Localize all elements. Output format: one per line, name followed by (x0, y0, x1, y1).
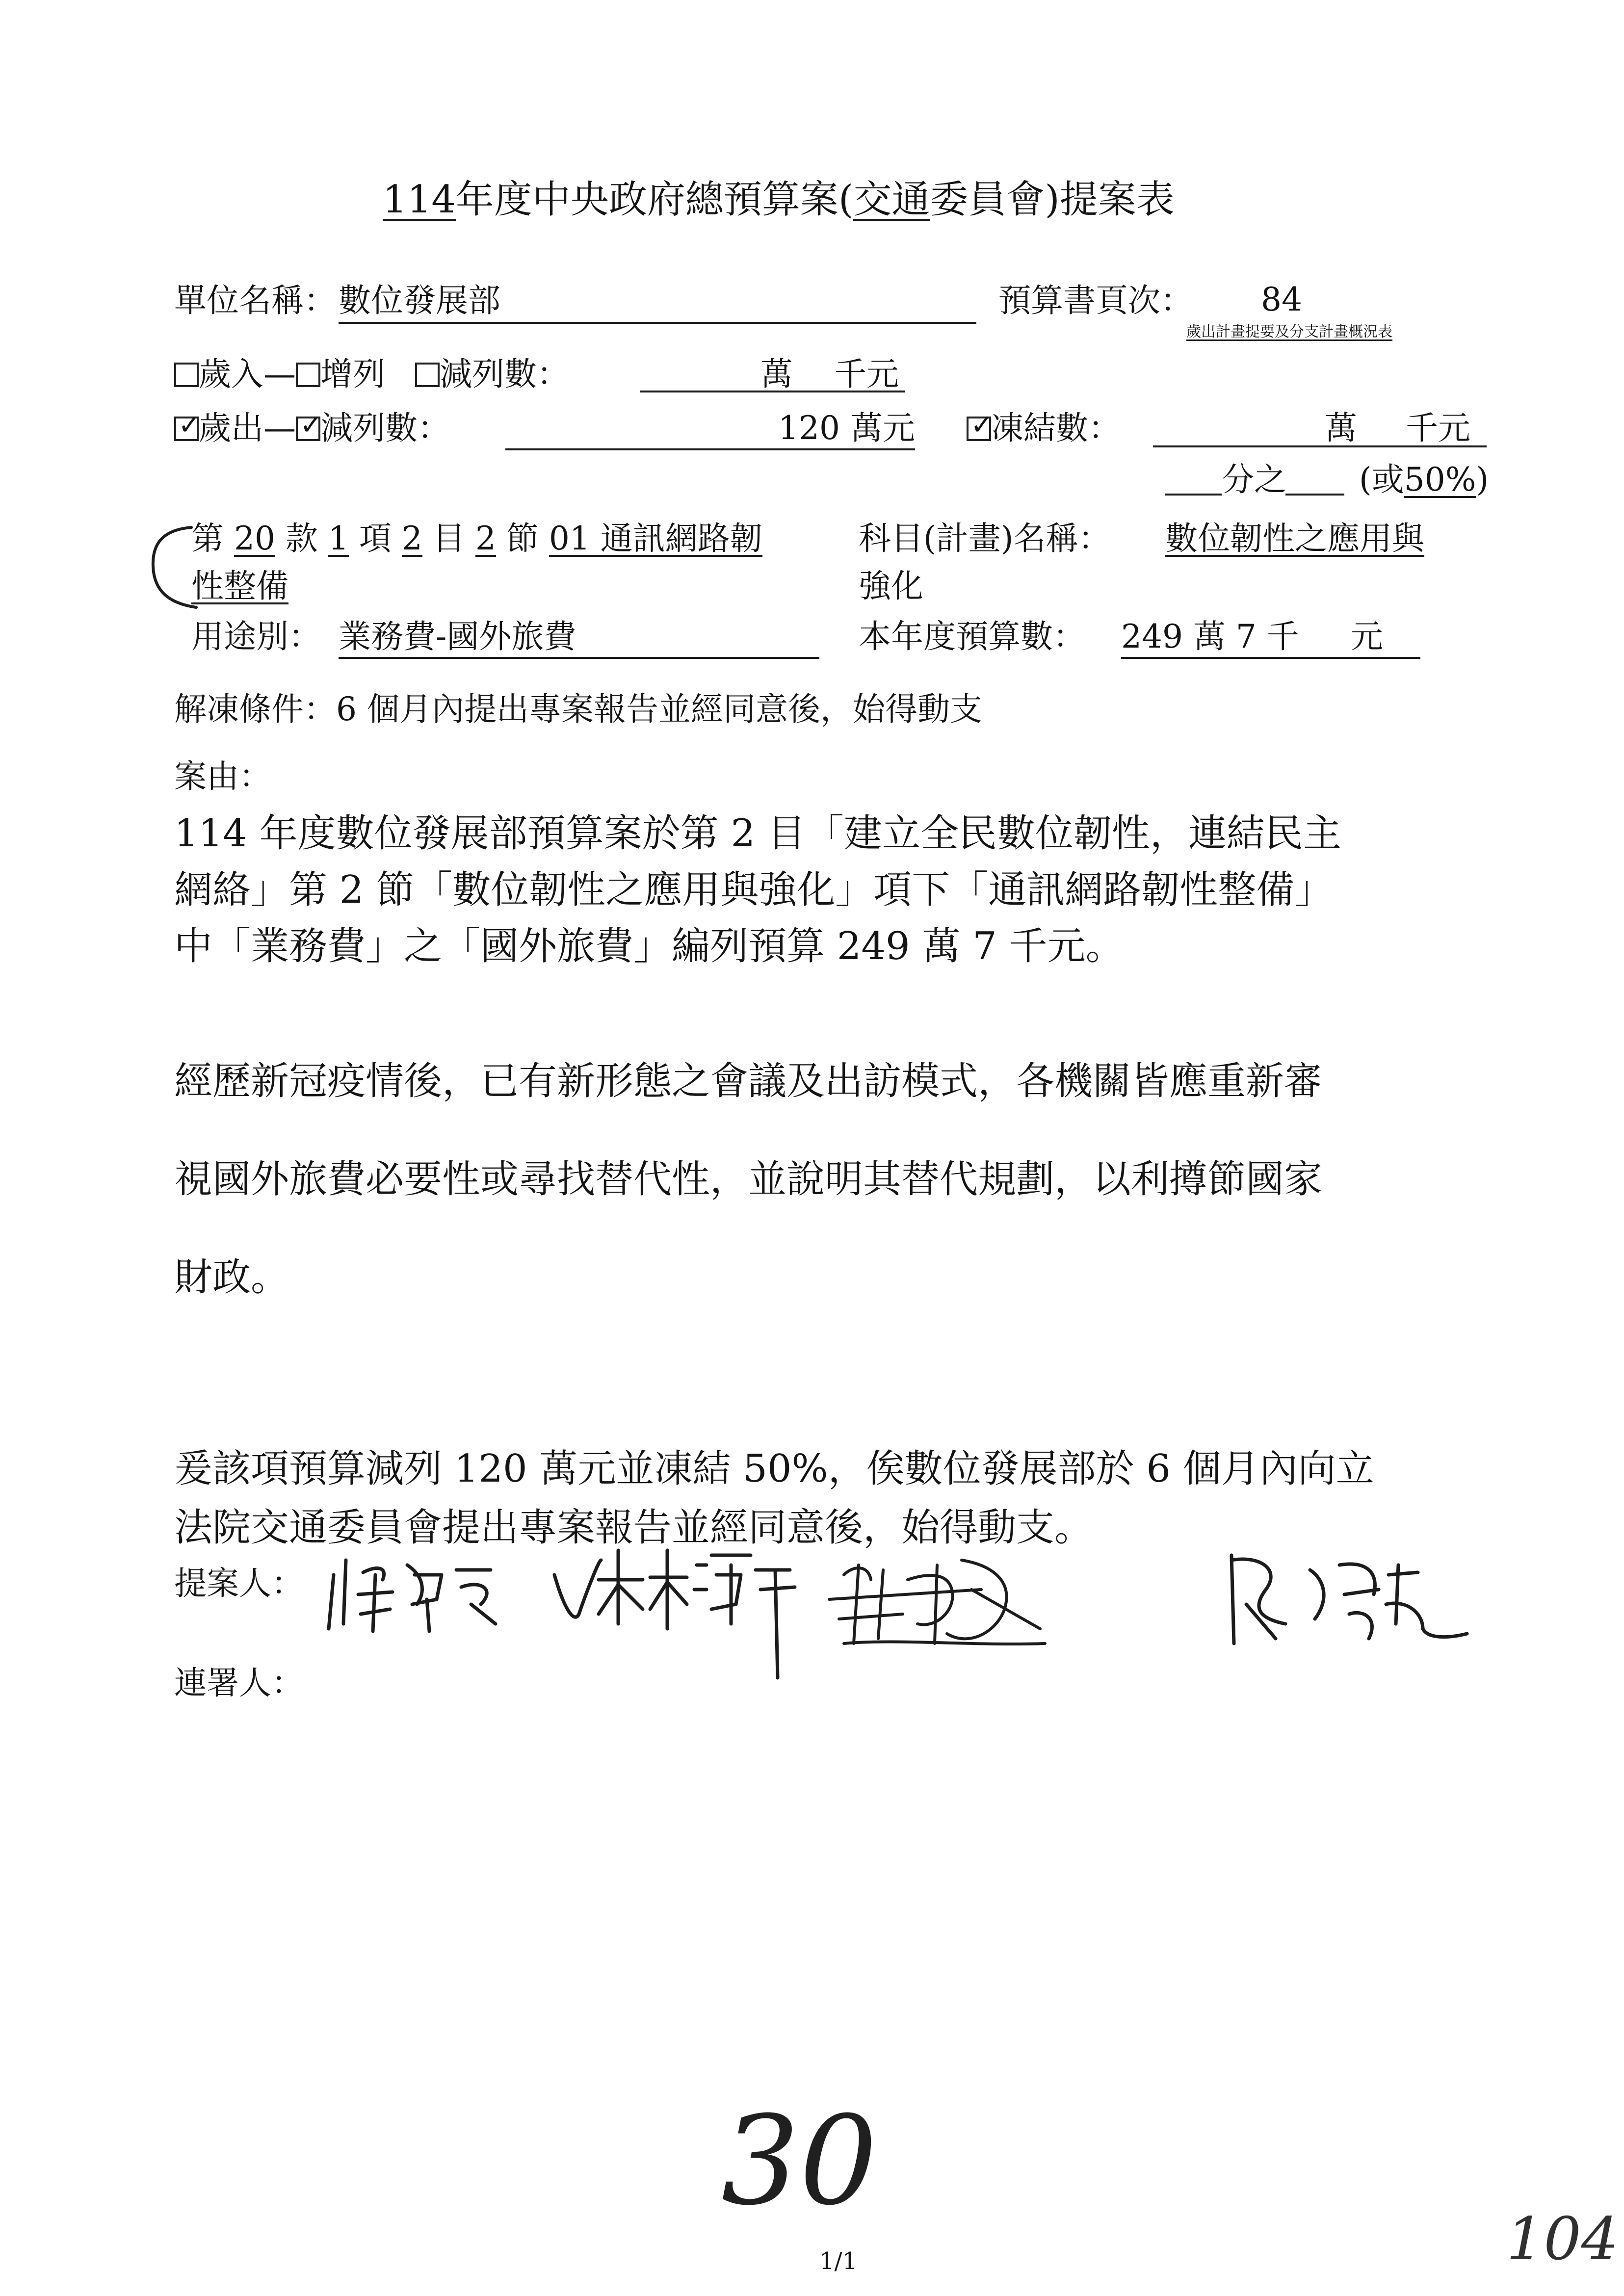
budget-unit: 元 (1350, 618, 1383, 655)
reduce-label: 減列數： (439, 355, 569, 393)
item-k4: 目 (432, 520, 465, 557)
title-part2: 委員會)提案表 (930, 178, 1175, 222)
usage-label: 用途別： (191, 618, 321, 655)
title-year: 114 (383, 178, 456, 222)
item-k2: 款 (285, 520, 318, 557)
reason-p2-line1: 經歷新冠疫情後，已有新形態之會議及出訪模式，各機關皆應重新審 (174, 1059, 1323, 1103)
page-ref-value: 84 (1261, 281, 1302, 318)
decision-line1: 爰該項預算減列 120 萬元並凍結 50%，俟數位發展部於 6 個月內向立 (174, 1447, 1374, 1491)
budget-label: 本年度預算數： (859, 618, 1085, 655)
fraction-percent (1359, 461, 1489, 498)
subject-label: 科目(計畫)名稱： (859, 520, 1111, 557)
item-program-cont: 性整備 (191, 567, 288, 605)
check-icon: ✓ (970, 409, 994, 441)
budget-amount: 249 萬 7 千 (1121, 618, 1299, 655)
handwritten-number: 30 (721, 2089, 878, 2232)
unfreeze-condition: 解凍條件：6 個月內提出專案報告並經同意後，始得動支 (174, 690, 982, 728)
reason-p1-line3: 中「業務費」之「國外旅費」編列預算 249 萬 7 千元。 (174, 924, 1124, 968)
freeze-qian: 千元 (1406, 409, 1470, 447)
proposer-label: 提案人： (174, 1565, 304, 1602)
title-part1: 年度中央政府總預算案( (455, 178, 854, 222)
freeze-wan: 萬 (1325, 409, 1357, 447)
item-section2: 2 (475, 520, 496, 557)
corner-number: 104 (1506, 2205, 1619, 2273)
fraction-numerator-line (1165, 491, 1222, 496)
fraction-label: 分之 (1222, 461, 1286, 498)
item-k1: 第 (191, 520, 224, 557)
item-k5: 節 (506, 520, 539, 557)
or-text: (或 (1359, 461, 1404, 498)
decision-line2: 法院交通委員會提出專案報告並經同意後，始得動支。 (174, 1506, 1093, 1550)
expense-reduce-label: 減列數： (320, 409, 450, 447)
page-ref-note: 歲出計畫提要及分支計畫概況表 (1186, 323, 1392, 340)
page-number: 1/1 (819, 2247, 858, 2275)
revenue-row (174, 355, 569, 393)
unit-value: 數位發展部 (339, 285, 976, 324)
signature-3-icon (824, 1545, 1055, 1658)
revenue-label: 歲入— (199, 355, 296, 393)
check-icon: ✓ (300, 409, 323, 441)
reason-p1-line1: 114 年度數位發展部預算案於第 2 目「建立全民數位韌性，連結民主 (174, 811, 1341, 856)
fraction-denominator-line (1285, 491, 1344, 496)
title-committee: 交通 (853, 178, 930, 222)
expense-amount: 120 萬元 (505, 412, 915, 450)
increase-checkbox[interactable] (296, 363, 320, 387)
expense-label: 歲出— (199, 409, 296, 447)
close-paren: ) (1476, 461, 1489, 498)
signature-1-icon (324, 1545, 520, 1639)
budget-value (1121, 618, 1420, 659)
freeze-checkbox[interactable] (967, 409, 994, 441)
reason-p2-line3: 財政。 (174, 1255, 289, 1300)
expense-row (174, 409, 450, 447)
item-subitem: 2 (401, 520, 422, 557)
revenue-qian: 千元 (834, 355, 899, 393)
freeze-percent: 50% (1404, 461, 1476, 498)
reduce-checkbox[interactable] (415, 363, 440, 387)
item-program: 01 通訊網路韌 (549, 520, 762, 557)
reason-p1-line2: 網絡」第 2 節「數位韌性之應用與強化」項下「通訊網路韌性整備」 (174, 868, 1333, 912)
subject-value-cont: 強化 (859, 567, 923, 605)
revenue-wan: 萬 (760, 355, 793, 393)
signature-2-icon (545, 1536, 810, 1693)
signature-4-icon (1212, 1545, 1477, 1653)
expense-reduce-checkbox[interactable] (296, 409, 323, 441)
revenue-checkbox[interactable] (174, 363, 199, 387)
reason-p2-line2: 視國外旅費必要性或尋找替代性，並說明其替代規劃，以利撙節國家 (174, 1157, 1323, 1201)
cosigner-label: 連署人： (174, 1664, 304, 1702)
increase-label: 增列 (320, 355, 385, 393)
check-icon: ✓ (178, 409, 201, 441)
subject-value: 數位韌性之應用與 (1165, 520, 1424, 557)
item-item: 1 (328, 520, 349, 557)
item-section: 20 (234, 520, 275, 557)
page-title (383, 178, 1175, 222)
item-k3: 項 (359, 520, 392, 557)
page-ref-label: 預算書頁次： (998, 282, 1193, 319)
reason-label: 案由： (174, 757, 271, 795)
unit-label: 單位名稱： (174, 282, 336, 319)
freeze-label: 凍結數： (991, 409, 1121, 447)
item-line1 (191, 522, 762, 557)
expense-checkbox[interactable] (174, 409, 201, 441)
freeze-row (967, 409, 1121, 447)
usage-value: 業務費-國外旅費 (339, 621, 819, 659)
